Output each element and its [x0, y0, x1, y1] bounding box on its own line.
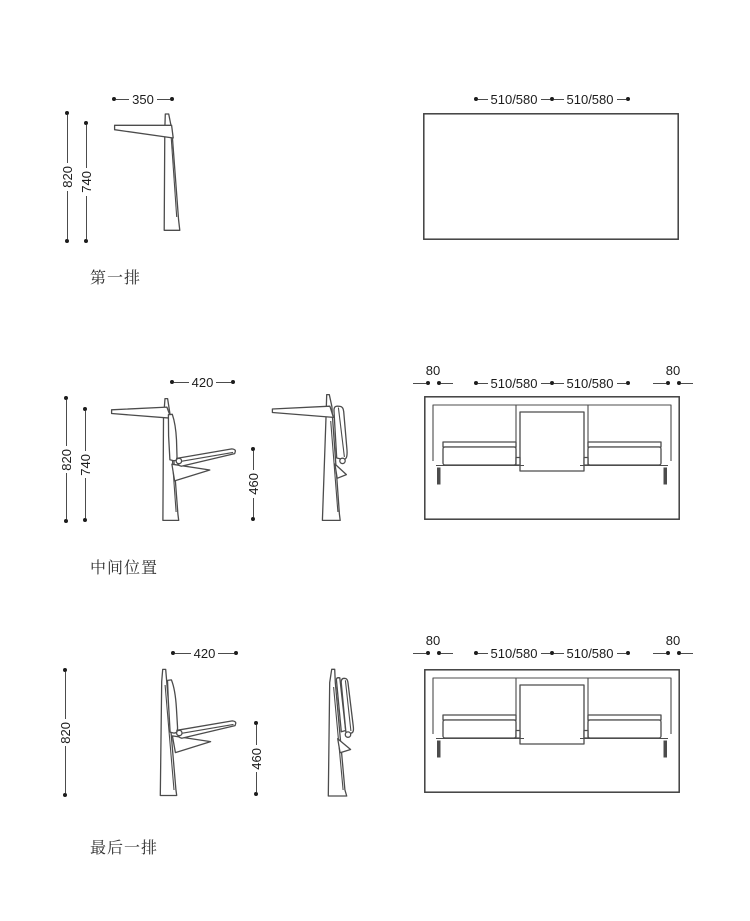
- dim-label: 510/580: [566, 91, 614, 107]
- dim-label: 420: [191, 374, 214, 390]
- dim-side-offset-right: [653, 364, 693, 387]
- row-label-first: 第一排: [90, 270, 142, 287]
- dim-label: 510/580: [490, 91, 538, 107]
- side-view-middle-open: [110, 394, 242, 522]
- dim-seat-pitch-row2: [474, 376, 630, 390]
- dim-label: 820: [59, 166, 75, 188]
- dim-label: 80: [665, 363, 681, 378]
- seat-bracket: [335, 464, 347, 478]
- dim-side-offset-left: [413, 634, 453, 657]
- dim-label: 510/580: [566, 375, 614, 391]
- side-view-first-row-desk: [110, 110, 186, 236]
- dim-label: 510/580: [490, 375, 538, 391]
- row-label-last: 最后一排: [90, 840, 159, 857]
- dim-label: 820: [58, 448, 74, 471]
- top-view-first-row-desk: [423, 113, 679, 240]
- top-view-middle-row: [424, 396, 680, 520]
- dim-desk-height: [79, 121, 93, 243]
- hinge-pivot: [340, 458, 345, 463]
- dim-side-offset-left: [413, 364, 453, 387]
- dim-seat-pitch-row1: [474, 92, 630, 106]
- dim-label: 820: [57, 721, 73, 744]
- desk-surface: [112, 407, 171, 418]
- dim-label: 420: [193, 645, 216, 661]
- seat-bracket: [338, 739, 351, 753]
- dim-label: 510/580: [490, 645, 538, 661]
- dim-desk-height: [78, 407, 92, 522]
- dim-side-offset-right: [653, 634, 693, 657]
- dim-seat-pitch-row3: [474, 646, 630, 660]
- dim-label: 350: [132, 91, 154, 107]
- dim-total-height: [59, 396, 73, 523]
- dim-label: 740: [78, 171, 94, 193]
- seat-pan-folded: [334, 406, 347, 459]
- side-view-middle-folded: [269, 392, 354, 522]
- dim-seat-height: [249, 721, 263, 796]
- desk-surface: [272, 406, 333, 417]
- hinge-pivot: [345, 732, 350, 737]
- row-label-middle: 中间位置: [90, 560, 159, 577]
- seat-bracket: [172, 736, 210, 753]
- dim-label: 80: [425, 633, 441, 648]
- backrest: [168, 414, 177, 460]
- dim-seat-height: [246, 447, 260, 521]
- dim-desk-depth: [112, 92, 174, 106]
- dim-label: 460: [245, 473, 261, 495]
- side-view-last-open: [155, 666, 241, 798]
- top-view-last-row: [424, 669, 680, 793]
- desk-surface: [115, 125, 174, 138]
- dim-label: 80: [665, 633, 681, 648]
- desk-top-outline: [424, 114, 678, 239]
- seat-bracket: [172, 464, 210, 481]
- side-view-last-folded: [323, 666, 361, 798]
- dim-unit-depth: [171, 646, 238, 660]
- hinge-pivot: [176, 458, 181, 463]
- dim-unit-depth: [170, 375, 235, 389]
- hinge-pivot: [177, 730, 182, 735]
- dim-total-height: [58, 668, 72, 797]
- dim-label: 460: [248, 747, 264, 770]
- dim-label: 80: [425, 363, 441, 378]
- dim-label: 740: [77, 453, 93, 476]
- dim-total-height: [60, 111, 74, 243]
- dim-label: 510/580: [566, 645, 614, 661]
